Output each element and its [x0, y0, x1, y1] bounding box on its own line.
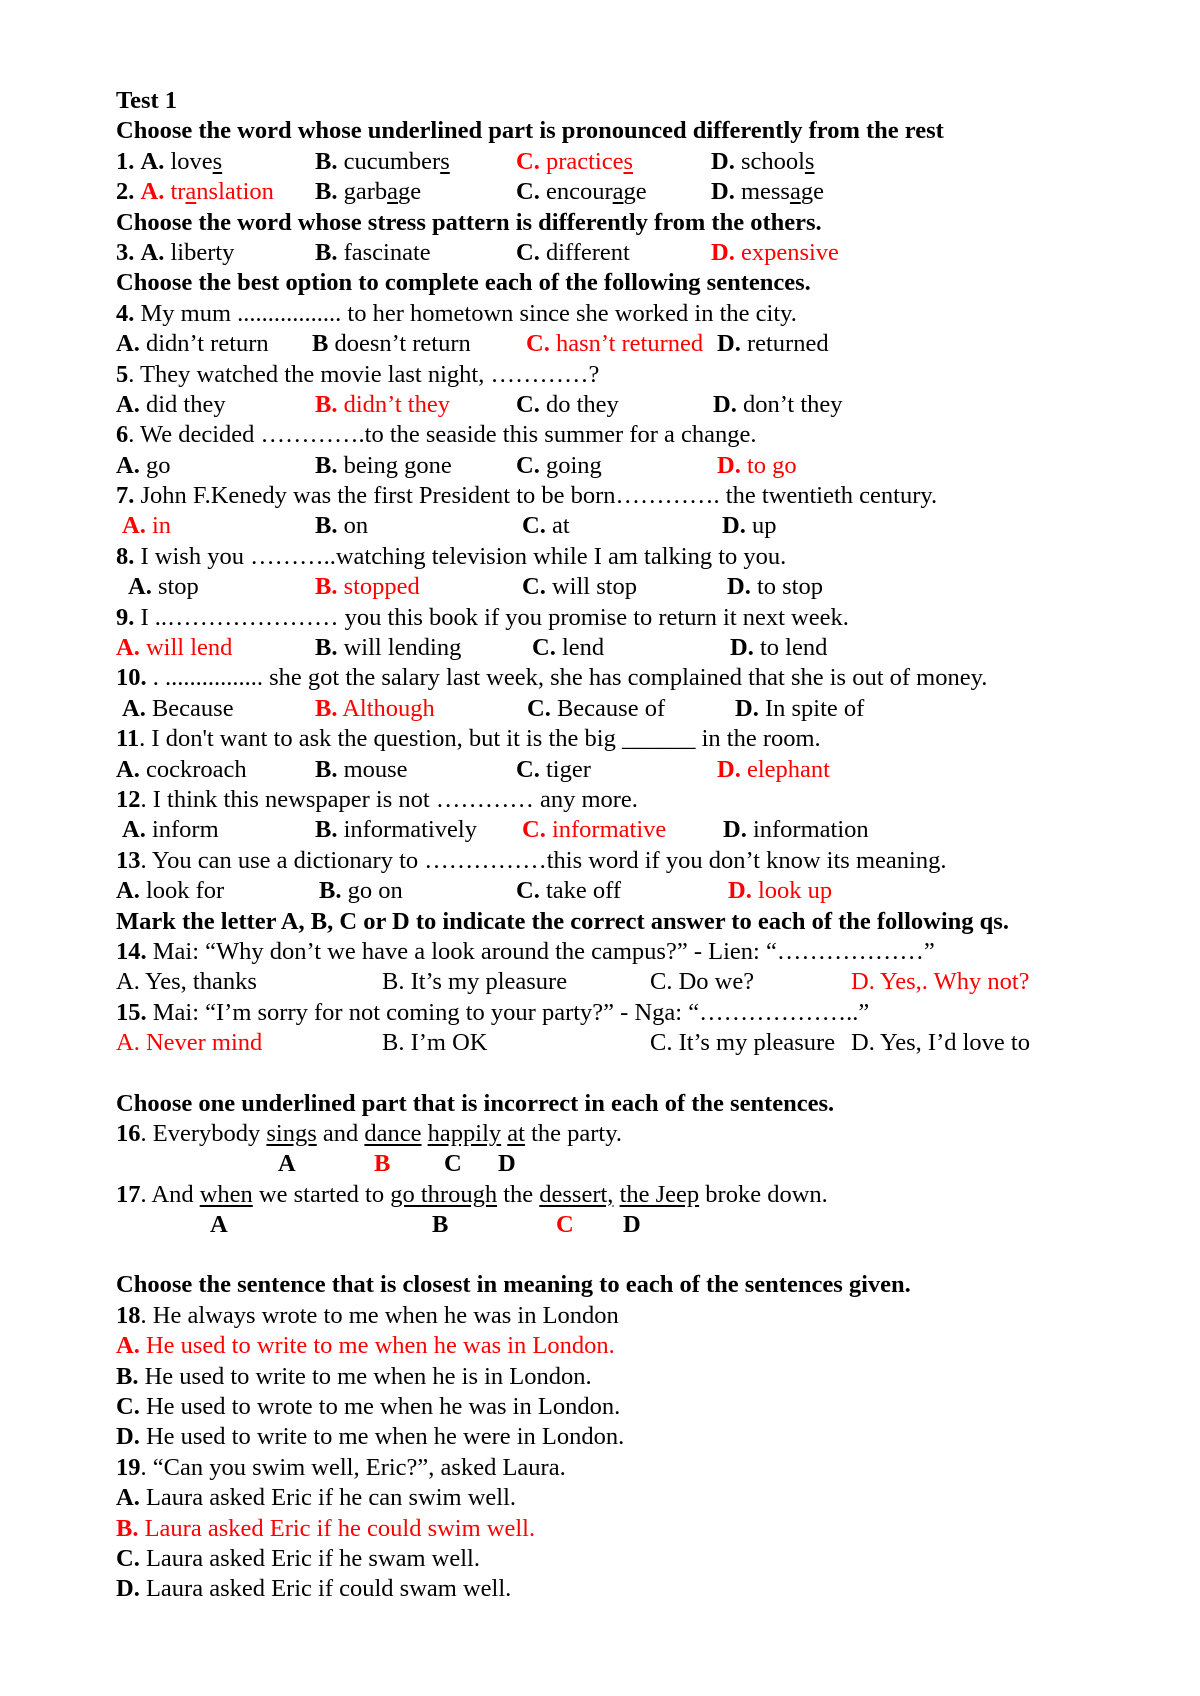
question-13-stem	[116, 846, 1176, 876]
sentence-part: broke down.	[699, 1180, 828, 1208]
question-number: 3.	[116, 238, 135, 266]
question-9-stem	[116, 603, 1176, 633]
question-18-option-d	[116, 1422, 1176, 1452]
option-d-rest: ge	[800, 178, 824, 206]
question-text: I ..………………… you this book if you promise to return it next week.	[134, 603, 849, 631]
option-a-letter: A.	[122, 512, 146, 540]
option-c-letter: C.	[522, 816, 546, 844]
option-d: mess	[734, 178, 790, 206]
option-d-answer: to go	[740, 451, 797, 479]
letter-c-answer: C	[556, 1211, 574, 1239]
underlined-part-a: sings	[266, 1119, 317, 1147]
option-c-letter: C.	[522, 512, 546, 540]
option-c-letter: C.	[532, 634, 556, 662]
option-b: fascinate	[337, 238, 431, 266]
question-8-options	[116, 572, 1176, 602]
option-a-letter: A.	[140, 178, 165, 206]
option-c-letter: C.	[527, 694, 551, 722]
question-3	[116, 238, 1176, 268]
option-d-letter: D.	[728, 877, 752, 905]
sentence-part: . And	[140, 1180, 200, 1208]
option-a: stop	[151, 573, 199, 601]
option-b: will lending	[337, 634, 462, 662]
option-c-letter: C.	[116, 1393, 140, 1421]
question-number: 8.	[116, 542, 135, 570]
option-c-letter: C.	[516, 238, 540, 266]
underlined-part-c: happily	[427, 1119, 502, 1147]
option-b-letter: B.	[116, 1514, 139, 1542]
underlined-part-d: at	[507, 1119, 525, 1147]
underlined-part: s	[440, 147, 450, 175]
question-text: I wish you ………..watching television while I am talking to you.	[134, 542, 787, 570]
question-8-stem	[116, 542, 1176, 572]
question-16-stem	[116, 1119, 1176, 1149]
underlined-part: s	[212, 147, 223, 175]
question-19-stem	[116, 1453, 1176, 1483]
option-b-letter: B.	[315, 512, 338, 540]
option-d-letter: D.	[717, 755, 741, 783]
option-a: Because	[145, 694, 234, 722]
option-d-text: He used to write to me when he were in London.	[139, 1423, 625, 1451]
option-b-text: He used to write to me when he is in London.	[138, 1362, 592, 1390]
option-c-text: He used to wrote to me when he was in London.	[139, 1393, 621, 1421]
question-text: . They watched the movie last night, …………?	[128, 360, 600, 388]
option-d: returned	[740, 330, 829, 358]
question-number: 2.	[116, 178, 135, 206]
option-d-letter: D.	[711, 147, 735, 175]
option-a-letter: A.	[116, 877, 140, 905]
option-d: information	[746, 816, 869, 844]
question-14-options	[116, 967, 1176, 997]
option-d-letter: D.	[713, 390, 737, 418]
option-c-letter: C.	[516, 877, 540, 905]
question-number: 4.	[116, 299, 135, 327]
question-12-options	[116, 815, 1176, 845]
option-a-answer: in	[145, 512, 172, 540]
option-a-letter: A.	[140, 147, 165, 175]
sentence-part: and	[316, 1119, 365, 1147]
option-b: go on	[341, 877, 403, 905]
question-number: 17	[116, 1180, 141, 1208]
question-text: . He always wrote to me when he was in London	[140, 1301, 619, 1329]
section-heading-stress: Choose the word whose stress pattern is differently from the others.	[116, 208, 822, 236]
option-b-letter: B.	[315, 238, 338, 266]
option-d: to stop	[750, 573, 823, 601]
question-17-stem	[116, 1180, 1176, 1210]
question-text: Mai: “Why don’t we have a look around the campus?” - Lien: “………………”	[146, 937, 935, 965]
question-9-options	[116, 633, 1176, 663]
option-a-rest: nslation	[196, 178, 274, 206]
question-4-stem	[116, 299, 1176, 329]
question-7-stem	[116, 481, 1176, 511]
option-a: did they	[139, 390, 226, 418]
question-text: . I think this newspaper is not ………… any more.	[140, 785, 638, 813]
option-b-answer: didn’t they	[337, 390, 450, 418]
option-c: encour	[539, 178, 613, 206]
option-b-letter: B.	[315, 816, 338, 844]
option-c: tiger	[539, 755, 591, 783]
letter-d: D	[623, 1211, 641, 1239]
option-a: A. Yes, thanks	[116, 968, 257, 996]
option-a-letter: A.	[116, 634, 140, 662]
question-text: . We decided ………….to the seaside this summer for a change.	[128, 421, 757, 449]
option-a: look for	[139, 877, 225, 905]
question-text: . ................ she got the salary last week, she has complained that she is out of money.	[146, 664, 988, 692]
option-a-letter: A.	[122, 816, 146, 844]
question-19-option-a	[116, 1483, 1176, 1513]
question-5-options	[116, 390, 1176, 420]
option-b-letter: B.	[315, 178, 338, 206]
test-title: Test 1	[116, 87, 178, 114]
question-text: . You can use a dictionary to ……………this word if you don’t know its meaning.	[140, 846, 947, 874]
option-a: didn’t return	[139, 330, 269, 358]
question-16-letters	[116, 1149, 1176, 1179]
option-b-letter: B.	[315, 390, 338, 418]
option-c: different	[539, 238, 630, 266]
option-c-letter: C.	[516, 755, 540, 783]
option-d-letter: D.	[723, 816, 747, 844]
question-19-option-b-answer	[116, 1514, 1176, 1544]
option-a-letter: A.	[140, 238, 165, 266]
question-number: 16	[116, 1119, 141, 1147]
underlined-part: s	[804, 147, 815, 175]
option-b: on	[337, 512, 369, 540]
option-c: C. It’s my pleasure	[650, 1029, 836, 1057]
question-17-letters	[116, 1210, 1176, 1240]
option-d-letter: D.	[711, 238, 735, 266]
option-b-answer: Although	[337, 694, 435, 722]
option-d-answer: D. Yes,. Why not?	[851, 968, 1030, 996]
question-19-option-c	[116, 1544, 1176, 1574]
question-18-option-a-answer	[116, 1331, 1176, 1361]
question-11-options	[116, 755, 1176, 785]
question-number: 11	[116, 725, 140, 753]
question-2	[116, 177, 1176, 207]
question-5-stem	[116, 360, 1176, 390]
option-c-answer: hasn’t returned	[549, 330, 704, 358]
option-b: B. It’s my pleasure	[382, 968, 568, 996]
option-b-answer: stopped	[337, 573, 420, 601]
option-a-letter: A.	[116, 1332, 140, 1360]
option-a-text: He used to write to me when he was in London.	[139, 1332, 615, 1360]
question-text: . “Can you swim well, Eric?”, asked Laura.	[140, 1453, 566, 1481]
option-d-letter: D.	[730, 634, 754, 662]
option-d-letter: D.	[735, 694, 759, 722]
option-b-letter: B.	[315, 147, 338, 175]
option-c-answer: informative	[545, 816, 667, 844]
option-c: take off	[539, 877, 622, 905]
option-c-rest: ge	[623, 178, 647, 206]
option-a-letter: A.	[116, 755, 140, 783]
question-18-stem	[116, 1301, 1176, 1331]
option-a: cockroach	[139, 755, 247, 783]
option-c: will stop	[545, 573, 638, 601]
letter-b-answer: B	[374, 1150, 391, 1178]
letter-a: A	[278, 1150, 296, 1178]
option-d: to lend	[753, 634, 828, 662]
option-d-letter: D.	[727, 573, 751, 601]
option-b: mouse	[337, 755, 408, 783]
option-a-answer: will lend	[139, 634, 233, 662]
underlined-part: a	[789, 178, 801, 206]
option-d-letter: D.	[116, 1575, 140, 1603]
option-c-letter: C.	[516, 147, 540, 175]
question-10-stem	[116, 663, 1176, 693]
option-b-letter: B.	[116, 1362, 139, 1390]
option-c-answer: practice	[539, 147, 624, 175]
option-b: informatively	[337, 816, 477, 844]
underlined-part: a	[387, 178, 399, 206]
question-number: 15.	[116, 998, 147, 1026]
letter-c: C	[444, 1150, 462, 1178]
option-a-letter: A.	[128, 573, 152, 601]
option-d-letter: D.	[717, 330, 741, 358]
option-d: up	[745, 512, 777, 540]
question-10-options	[116, 694, 1176, 724]
section-heading-error: Choose one underlined part that is incorrect in each of the sentences.	[116, 1089, 835, 1117]
option-b-letter: B.	[315, 755, 338, 783]
question-number: 5	[116, 360, 129, 388]
option-b-rest: ge	[398, 178, 422, 206]
sentence-part: we started to	[252, 1180, 391, 1208]
question-1	[116, 147, 1176, 177]
option-a: liberty	[164, 238, 235, 266]
option-c-letter: C.	[522, 573, 546, 601]
option-d: school	[734, 147, 805, 175]
option-a-letter: A.	[116, 1484, 140, 1512]
option-c: lend	[555, 634, 605, 662]
underlined-part-d: the Jeep	[619, 1180, 700, 1208]
option-a-answer: A. Never mind	[116, 1029, 263, 1057]
option-a: inform	[145, 816, 219, 844]
option-d-answer: expensive	[734, 238, 839, 266]
underlined-part-b: dance	[364, 1119, 422, 1147]
option-c-letter: C.	[516, 178, 540, 206]
option-d-answer: look up	[751, 877, 833, 905]
option-a-text: Laura asked Eric if he can swim well.	[139, 1484, 517, 1512]
option-d-answer: elephant	[740, 755, 830, 783]
option-b: cucumber	[337, 147, 441, 175]
question-18-option-c	[116, 1392, 1176, 1422]
option-d: D. Yes, I’d love to	[851, 1029, 1030, 1057]
question-number: 12	[116, 785, 141, 813]
question-number: 6	[116, 421, 129, 449]
question-number: 7.	[116, 482, 135, 510]
option-b: doesn’t return	[328, 330, 471, 358]
underlined-part: a	[185, 178, 197, 206]
section-heading-complete: Choose the best option to complete each of the following sentences.	[116, 269, 811, 297]
question-number: 14.	[116, 937, 147, 965]
question-14-stem	[116, 937, 1176, 967]
option-d-letter: D.	[722, 512, 746, 540]
question-number: 18	[116, 1301, 141, 1329]
sentence-part: . Everybody	[140, 1119, 267, 1147]
question-18-option-b	[116, 1362, 1176, 1392]
option-d-letter: D.	[116, 1423, 140, 1451]
sentence-part: the	[497, 1180, 540, 1208]
question-4-options	[116, 329, 1176, 359]
question-6-options	[116, 451, 1176, 481]
question-number: 13	[116, 846, 141, 874]
option-c-letter: C.	[116, 1544, 140, 1572]
option-d-text: Laura asked Eric if could swam well.	[139, 1575, 512, 1603]
option-c-letter: C.	[516, 390, 540, 418]
letter-a: A	[210, 1211, 228, 1239]
option-c-text: Laura asked Eric if he swam well.	[139, 1544, 480, 1572]
option-b-letter: B.	[315, 573, 338, 601]
section-heading-closest: Choose the sentence that is closest in meaning to each of the sentences given.	[116, 1271, 911, 1299]
option-c-letter: C.	[516, 451, 540, 479]
option-b-letter: B.	[315, 451, 338, 479]
option-b-letter: B.	[315, 634, 338, 662]
option-b: garb	[337, 178, 388, 206]
letter-d: D	[498, 1150, 516, 1178]
option-a-letter: A.	[116, 330, 140, 358]
option-b: being gone	[337, 451, 452, 479]
option-a: go	[139, 451, 171, 479]
question-text: My mum ................. to her hometown since she worked in the city.	[134, 299, 797, 327]
option-b: B. I’m OK	[382, 1029, 488, 1057]
question-number: 9.	[116, 603, 135, 631]
question-number: 19	[116, 1453, 141, 1481]
option-c: at	[545, 512, 570, 540]
option-a-letter: A.	[122, 694, 146, 722]
question-19-option-d	[116, 1574, 1176, 1604]
underlined-part: s	[623, 147, 634, 175]
question-6-stem	[116, 420, 1176, 450]
sentence-part: the party.	[524, 1119, 623, 1147]
option-d: don’t they	[736, 390, 843, 418]
test-document	[116, 86, 1176, 1605]
option-a: love	[164, 147, 213, 175]
letter-b: B	[432, 1211, 449, 1239]
option-b-letter: B	[312, 330, 329, 358]
option-c: C. Do we?	[650, 968, 755, 996]
question-number: 10.	[116, 664, 147, 692]
option-b-text: Laura asked Eric if he could swim well.	[138, 1514, 536, 1542]
option-c-letter: C.	[526, 330, 550, 358]
underlined-part-a: when	[199, 1180, 253, 1208]
option-a-answer: tr	[164, 178, 186, 206]
option-c: going	[539, 451, 602, 479]
question-text: . I don't want to ask the question, but it is the big ______ in the room.	[139, 725, 821, 753]
question-text: John F.Kenedy was the first President to be born…………. the twentieth century.	[134, 482, 938, 510]
question-text: Mai: “I’m sorry for not coming to your party?” - Nga: “………………..”	[146, 998, 870, 1026]
section-heading-pronunciation: Choose the word whose underlined part is pronounced differently from the rest	[116, 117, 944, 145]
underlined-part-c: dessert,	[539, 1180, 614, 1208]
question-15-options	[116, 1028, 1176, 1058]
option-d-letter: D.	[711, 178, 735, 206]
option-b-letter: B.	[315, 694, 338, 722]
option-a-letter: A.	[116, 390, 140, 418]
option-c: Because of	[550, 694, 666, 722]
question-number: 1.	[116, 147, 135, 175]
question-7-options	[116, 511, 1176, 541]
question-11-stem	[116, 724, 1176, 754]
underlined-part-b: go through	[390, 1180, 498, 1208]
question-13-options	[116, 876, 1176, 906]
question-15-stem	[116, 998, 1176, 1028]
question-12-stem	[116, 785, 1176, 815]
section-heading-mark: Mark the letter A, B, C or D to indicate the correct answer to each of the following qs.	[116, 907, 1009, 935]
option-a-letter: A.	[116, 451, 140, 479]
option-b-letter: B.	[319, 877, 342, 905]
option-d: In spite of	[758, 694, 865, 722]
option-c: do they	[539, 390, 619, 418]
option-d-letter: D.	[717, 451, 741, 479]
underlined-part: a	[612, 178, 624, 206]
